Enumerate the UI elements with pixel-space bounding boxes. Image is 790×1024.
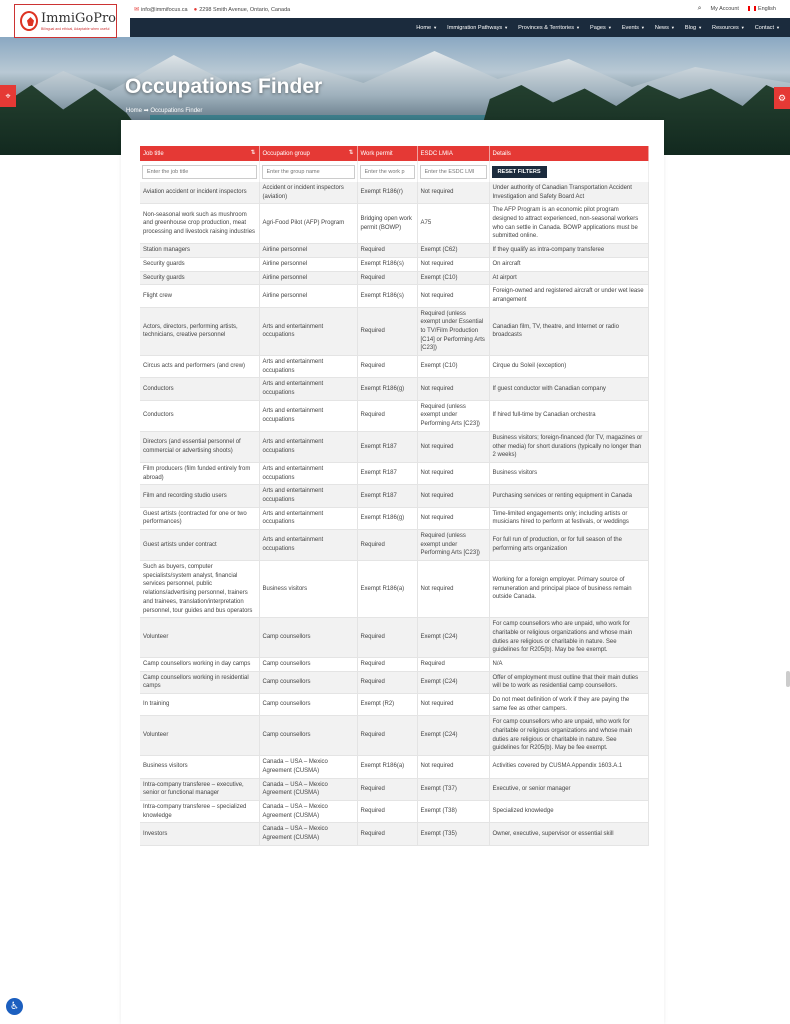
occupation-group-cell[interactable]: Arts and entertainment occupations xyxy=(259,530,357,561)
esdc-lmia-cell: Not required xyxy=(417,485,489,507)
esdc-lmia-cell: Not required xyxy=(417,285,489,307)
details-cell: If they qualify as intra-company transferee xyxy=(489,244,648,258)
job-title-cell: Security guards xyxy=(140,271,259,285)
esdc-lmia-cell: Exempt (T38) xyxy=(417,800,489,822)
work-permit-cell: Required xyxy=(357,716,417,756)
esdc-lmia-cell: Exempt (C24) xyxy=(417,618,489,658)
table-row xyxy=(140,823,648,845)
occupation-group-cell[interactable]: Airline personnel xyxy=(259,285,357,307)
header-label: Occupation group xyxy=(262,150,310,157)
work-permit-cell: Required xyxy=(357,400,417,431)
job-title-cell: Station managers xyxy=(140,244,259,258)
occupation-group-cell[interactable]: Arts and entertainment occupations xyxy=(259,485,357,507)
table-row xyxy=(140,657,648,671)
header-job-title[interactable] xyxy=(140,146,259,161)
esdc-lmia-cell: Not required xyxy=(417,507,489,529)
details-cell: On aircraft xyxy=(489,257,648,271)
esdc-lmia-cell: Not required xyxy=(417,694,489,716)
esdc-lmia-cell: Exempt (T35) xyxy=(417,823,489,845)
chevron-down-icon: ▼ xyxy=(607,24,612,30)
occupation-group-cell[interactable]: Camp counsellors xyxy=(259,716,357,756)
table-row xyxy=(140,507,648,529)
work-permit-cell: Required xyxy=(357,530,417,561)
work-permit-cell: Required xyxy=(357,657,417,671)
chevron-down-icon: ▼ xyxy=(433,24,438,30)
side-tab-left-button[interactable] xyxy=(0,85,16,107)
occupations-table xyxy=(140,146,649,846)
language-selector[interactable] xyxy=(748,6,776,12)
details-cell: If guest conductor with Canadian company xyxy=(489,378,648,400)
site-logo[interactable] xyxy=(14,4,117,38)
table-row xyxy=(140,182,648,204)
table-row xyxy=(140,716,648,756)
job-title-filter-input[interactable] xyxy=(142,165,257,179)
nav-item-events[interactable] xyxy=(622,25,645,31)
details-cell: For full run of production, or for full season of the performing arts organization xyxy=(489,530,648,561)
header-details xyxy=(489,146,648,161)
work-permit-cell: Exempt (R2) xyxy=(357,694,417,716)
occupation-group-cell[interactable]: Arts and entertainment occupations xyxy=(259,307,357,355)
nav-item-contact[interactable] xyxy=(755,25,780,31)
esdc-lmia-cell: Exempt (C10) xyxy=(417,356,489,378)
job-title-cell: Such as buyers, computer specialists/system analyst, financial services personnel, public relations/advertising personnel, trainers and trainees, translation/interpretation personnel, tour guides and bus operators xyxy=(140,561,259,618)
nav-item-resources[interactable] xyxy=(712,25,745,31)
map-pin-icon: ● xyxy=(193,6,198,13)
details-cell: Canadian film, TV, theatre, and Internet or radio broadcasts xyxy=(489,307,648,355)
job-title-cell: Intra-company transferee – executive, senior or functional manager xyxy=(140,778,259,800)
occupation-group-cell[interactable]: Accident or incident inspectors (aviation) xyxy=(259,182,357,204)
occupation-group-cell[interactable]: Agri-Food Pilot (AFP) Program xyxy=(259,204,357,244)
group-filter-input[interactable] xyxy=(262,165,355,179)
table-row xyxy=(140,400,648,431)
email-link[interactable] xyxy=(134,6,188,13)
table-row xyxy=(140,618,648,658)
job-title-cell: Investors xyxy=(140,823,259,845)
header-occupation-group[interactable] xyxy=(259,146,357,161)
work-permit-cell: Exempt R186(g) xyxy=(357,507,417,529)
details-cell: For camp counsellors who are unpaid, who work for charitable or religious organizations and whose main duties are religious or charitable in nature. See guidelines for R205(b). May be fee exempt. xyxy=(489,618,648,658)
nav-item-label: Pages xyxy=(589,24,606,31)
header-esdc-lmia[interactable] xyxy=(417,146,489,161)
job-title-cell: Guest artists under contract xyxy=(140,530,259,561)
esdc-lmia-cell: Not required xyxy=(417,378,489,400)
work-permit-cell: Required xyxy=(357,778,417,800)
nav-item-label: Provinces & Territories xyxy=(518,24,574,31)
table-row xyxy=(140,530,648,561)
occupation-group-cell[interactable]: Arts and entertainment occupations xyxy=(259,507,357,529)
content-card xyxy=(121,120,664,1024)
main-nav xyxy=(130,18,790,37)
occupation-group-cell[interactable]: Camp counsellors xyxy=(259,694,357,716)
sort-icon[interactable]: ⇅ xyxy=(250,150,256,156)
occupation-group-cell[interactable]: Camp counsellors xyxy=(259,657,357,671)
table-row xyxy=(140,285,648,307)
job-title-cell: Intra-company transferee – specialized knowledge xyxy=(140,800,259,822)
esdc-lmia-cell: Exempt (C24) xyxy=(417,716,489,756)
header-label: Job title xyxy=(143,150,164,157)
details-cell: Working for a foreign employer. Primary source of remuneration and principal place of business remain outside Canada. xyxy=(489,561,648,618)
nav-item-label: News xyxy=(654,24,669,31)
email-text: info@immifocus.ca xyxy=(141,6,188,13)
job-title-cell: Circus acts and performers (and crew) xyxy=(140,356,259,378)
work-permit-cell: Required xyxy=(357,823,417,845)
esdc-lmia-cell: Not required xyxy=(417,431,489,462)
job-title-cell: Camp counsellors working in day camps xyxy=(140,657,259,671)
work-permit-cell: Required xyxy=(357,307,417,355)
chevron-down-icon: ▼ xyxy=(776,24,780,30)
occupation-group-cell[interactable]: Business visitors xyxy=(259,561,357,618)
table-row xyxy=(140,485,648,507)
nav-item-home[interactable] xyxy=(416,25,437,31)
table-row xyxy=(140,431,648,462)
work-permit-cell: Exempt R186(s) xyxy=(357,257,417,271)
occupation-group-cell[interactable]: Airline personnel xyxy=(259,244,357,258)
table-header-row xyxy=(140,146,648,161)
table-row xyxy=(140,204,648,244)
my-account-link[interactable]: My Account xyxy=(710,6,739,12)
details-cell: If hired full-time by Canadian orchestra xyxy=(489,400,648,431)
details-cell: At airport xyxy=(489,271,648,285)
esdc-lmia-cell[interactable]: A75 xyxy=(417,204,489,244)
work-permit-cell: Exempt R186(r) xyxy=(357,182,417,204)
reset-filters-button[interactable]: RESET FILTERS xyxy=(492,166,547,178)
search-icon[interactable]: ⌕ xyxy=(697,5,702,12)
occupation-group-cell[interactable]: Canada – USA – Mexico Agreement (CUSMA) xyxy=(259,800,357,822)
job-title-cell: Camp counsellors working in residential camps xyxy=(140,671,259,693)
work-permit-cell: Exempt R187 xyxy=(357,462,417,484)
occupation-group-cell[interactable]: Arts and entertainment occupations xyxy=(259,431,357,462)
details-cell: Specialized knowledge xyxy=(489,800,648,822)
header-label: Details xyxy=(492,150,511,157)
work-permit-cell: Required xyxy=(357,356,417,378)
job-title-cell: Actors, directors, performing artists, technicians, creative personnel xyxy=(140,307,259,355)
occupation-group-cell[interactable]: Canada – USA – Mexico Agreement (CUSMA) xyxy=(259,778,357,800)
details-cell: Under authority of Canadian Transportation Accident Investigation and Safety Board Act xyxy=(489,182,648,204)
brand-name: ImmiGoPro xyxy=(41,11,116,26)
occupation-group-cell[interactable]: Camp counsellors xyxy=(259,618,357,658)
maple-leaf-icon xyxy=(20,11,38,31)
table-row xyxy=(140,257,648,271)
nav-item-provinces-territories[interactable] xyxy=(518,25,580,31)
job-title-cell: Non-seasonal work such as mushroom and greenhouse crop production, meat processing and livestock raising industries xyxy=(140,204,259,244)
nav-item-label: Home xyxy=(416,24,432,31)
breadcrumb[interactable]: Home ➡ Occupations Finder xyxy=(126,108,203,114)
job-title-cell[interactable]: Volunteer xyxy=(140,618,259,658)
language-label: English xyxy=(757,6,776,12)
details-cell: Business visitors xyxy=(489,462,648,484)
nav-item-label: Resources xyxy=(712,24,739,31)
nav-item-news[interactable] xyxy=(655,25,675,31)
canada-flag-icon xyxy=(748,6,756,11)
work-permit-filter-input[interactable] xyxy=(360,165,415,179)
table-row xyxy=(140,244,648,258)
envelope-icon: ✉ xyxy=(134,7,140,13)
table-row xyxy=(140,561,648,618)
work-permit-cell: Bridging open work permit (BOWP) xyxy=(357,204,417,244)
lmia-filter-input[interactable] xyxy=(420,165,487,179)
job-title-cell: Directors (and essential personnel of commercial or advertising shoots) xyxy=(140,431,259,462)
occupation-group-cell[interactable]: Airline personnel xyxy=(259,257,357,271)
details-cell: Owner, executive, supervisor or essential skill xyxy=(489,823,648,845)
table-row xyxy=(140,271,648,285)
table-row xyxy=(140,378,648,400)
job-title-cell[interactable]: Volunteer xyxy=(140,716,259,756)
esdc-lmia-cell: Required xyxy=(417,657,489,671)
job-title-cell[interactable]: In training xyxy=(140,694,259,716)
contact-info xyxy=(134,6,290,13)
nav-item-label: Events xyxy=(621,24,639,31)
nav-item-pages[interactable] xyxy=(590,25,612,31)
sort-icon[interactable]: ⇅ xyxy=(348,150,354,156)
esdc-lmia-cell: Not required xyxy=(417,561,489,618)
details-cell: N/A xyxy=(489,657,648,671)
details-cell: Offer of employment must outline that their main duties will be to work as residential camp counsellors. xyxy=(489,671,648,693)
esdc-lmia-cell: Exempt (C10) xyxy=(417,271,489,285)
esdc-lmia-cell[interactable]: Required (unless exempt under Essential to TV/Film Production [C14] or Performing Arts [C23]) xyxy=(417,307,489,355)
job-title-cell: Aviation accident or incident inspectors xyxy=(140,182,259,204)
chevron-down-icon: ▼ xyxy=(670,24,675,30)
details-cell[interactable]: Activities covered by CUSMA Appendix 1603.A.1 xyxy=(489,756,648,778)
nav-item-blog[interactable] xyxy=(685,25,702,31)
header-label: Work permit xyxy=(360,150,393,157)
esdc-lmia-cell: Not required xyxy=(417,756,489,778)
details-cell: Cirque du Soleil (exception) xyxy=(489,356,648,378)
occupation-group-cell[interactable]: Canada – USA – Mexico Agreement (CUSMA) xyxy=(259,756,357,778)
top-bar xyxy=(0,0,790,18)
chevron-down-icon: ▼ xyxy=(698,24,703,30)
address-text: 2298 Smith Avenue, Ontario, Canada xyxy=(199,6,291,13)
work-permit-cell: Exempt R186(g) xyxy=(357,378,417,400)
occupation-group-cell[interactable]: Canada – USA – Mexico Agreement (CUSMA) xyxy=(259,823,357,845)
esdc-lmia-cell: Not required xyxy=(417,462,489,484)
occupation-group-cell[interactable]: Camp counsellors xyxy=(259,671,357,693)
header-label: ESDC LMIA xyxy=(420,150,453,157)
work-permit-cell: Required xyxy=(357,244,417,258)
job-title-cell: Business visitors xyxy=(140,756,259,778)
brand-tagline: Bilingual and ethical, Adaptable when useful xyxy=(41,27,110,31)
page-title: Occupations Finder xyxy=(125,75,323,98)
details-cell: Do not meet definition of work if they are paying the same fee as other campers. xyxy=(489,694,648,716)
job-title-cell: Guest artists (contracted for one or two performances) xyxy=(140,507,259,529)
table-row xyxy=(140,800,648,822)
nav-item-immigration-pathways[interactable] xyxy=(447,25,508,31)
work-permit-cell: Exempt R187 xyxy=(357,431,417,462)
esdc-lmia-cell: Not required xyxy=(417,257,489,271)
occupation-group-cell[interactable]: Arts and entertainment occupations xyxy=(259,462,357,484)
work-permit-cell: Required xyxy=(357,800,417,822)
address-info xyxy=(194,7,291,13)
esdc-lmia-cell: Exempt (T37) xyxy=(417,778,489,800)
esdc-lmia-cell[interactable]: Required (unless exempt under Performing Arts [C23]) xyxy=(417,400,489,431)
chevron-down-icon: ▼ xyxy=(504,24,509,30)
occupation-group-cell[interactable]: Airline personnel xyxy=(259,271,357,285)
details-cell: Time-limited engagements only; including artists or musicians hired to perform at festivals, or weddings xyxy=(489,507,648,529)
scrollbar-thumb[interactable] xyxy=(786,671,790,687)
table-row xyxy=(140,778,648,800)
details-cell: Purchasing services or renting equipment in Canada xyxy=(489,485,648,507)
details-cell: The AFP Program is an economic pilot program designed to attract experienced, non-seasonal workers who can settle in Canada. BOWP applications must be submitted online. xyxy=(489,204,648,244)
table-row xyxy=(140,671,648,693)
settings-gear-button[interactable] xyxy=(774,87,790,109)
details-cell: For camp counsellors who are unpaid, who work for charitable or religious organizations and whose main duties are religious or charitable in nature. See guidelines for R205(b). May be fee exempt. xyxy=(489,716,648,756)
work-permit-cell: Exempt R187 xyxy=(357,485,417,507)
details-cell: Business visitors; foreign-financed (for TV, magazines or other media) for short durations (typically no longer than 2 weeks) xyxy=(489,431,648,462)
job-title-cell: Film and recording studio users xyxy=(140,485,259,507)
job-title-cell: Conductors xyxy=(140,400,259,431)
occupation-group-cell[interactable]: Arts and entertainment occupations xyxy=(259,400,357,431)
job-title-cell: Flight crew xyxy=(140,285,259,307)
occupation-group-cell[interactable]: Arts and entertainment occupations xyxy=(259,356,357,378)
job-title-cell: Film producers (film funded entirely from abroad) xyxy=(140,462,259,484)
table-row xyxy=(140,307,648,355)
filter-row xyxy=(140,161,648,182)
details-cell: Executive, or senior manager xyxy=(489,778,648,800)
chevron-down-icon: ▼ xyxy=(740,24,745,30)
work-permit-cell: Required xyxy=(357,671,417,693)
work-permit-cell: Exempt R186(a) xyxy=(357,756,417,778)
nav-item-label: Blog xyxy=(684,24,697,31)
occupation-group-cell[interactable]: Arts and entertainment occupations xyxy=(259,378,357,400)
accessibility-icon[interactable]: ♿ xyxy=(6,998,23,1015)
gear-icon: ⚙ xyxy=(777,92,787,103)
job-title-cell: Security guards xyxy=(140,257,259,271)
work-permit-cell: Required xyxy=(357,271,417,285)
nav-item-label: Contact xyxy=(754,24,775,31)
topbar-actions xyxy=(698,5,776,13)
work-permit-cell: Exempt R186(s) xyxy=(357,285,417,307)
table-row xyxy=(140,694,648,716)
header-work-permit[interactable] xyxy=(357,146,417,161)
table-row xyxy=(140,462,648,484)
work-permit-cell: Exempt R186(a) xyxy=(357,561,417,618)
chevron-down-icon: ▼ xyxy=(640,24,645,30)
esdc-lmia-cell[interactable]: Required (unless exempt under Performing Arts [C23]) xyxy=(417,530,489,561)
work-permit-cell: Required xyxy=(357,618,417,658)
pin-icon: ⌖ xyxy=(5,90,11,101)
esdc-lmia-cell: Exempt (C62) xyxy=(417,244,489,258)
nav-item-label: Immigration Pathways xyxy=(447,24,503,31)
table-row xyxy=(140,356,648,378)
job-title-cell: Conductors xyxy=(140,378,259,400)
esdc-lmia-cell: Not required xyxy=(417,182,489,204)
details-cell[interactable]: Foreign-owned and registered aircraft or under wet lease arrangement xyxy=(489,285,648,307)
chevron-down-icon: ▼ xyxy=(576,24,580,30)
table-row xyxy=(140,756,648,778)
esdc-lmia-cell: Exempt (C24) xyxy=(417,671,489,693)
